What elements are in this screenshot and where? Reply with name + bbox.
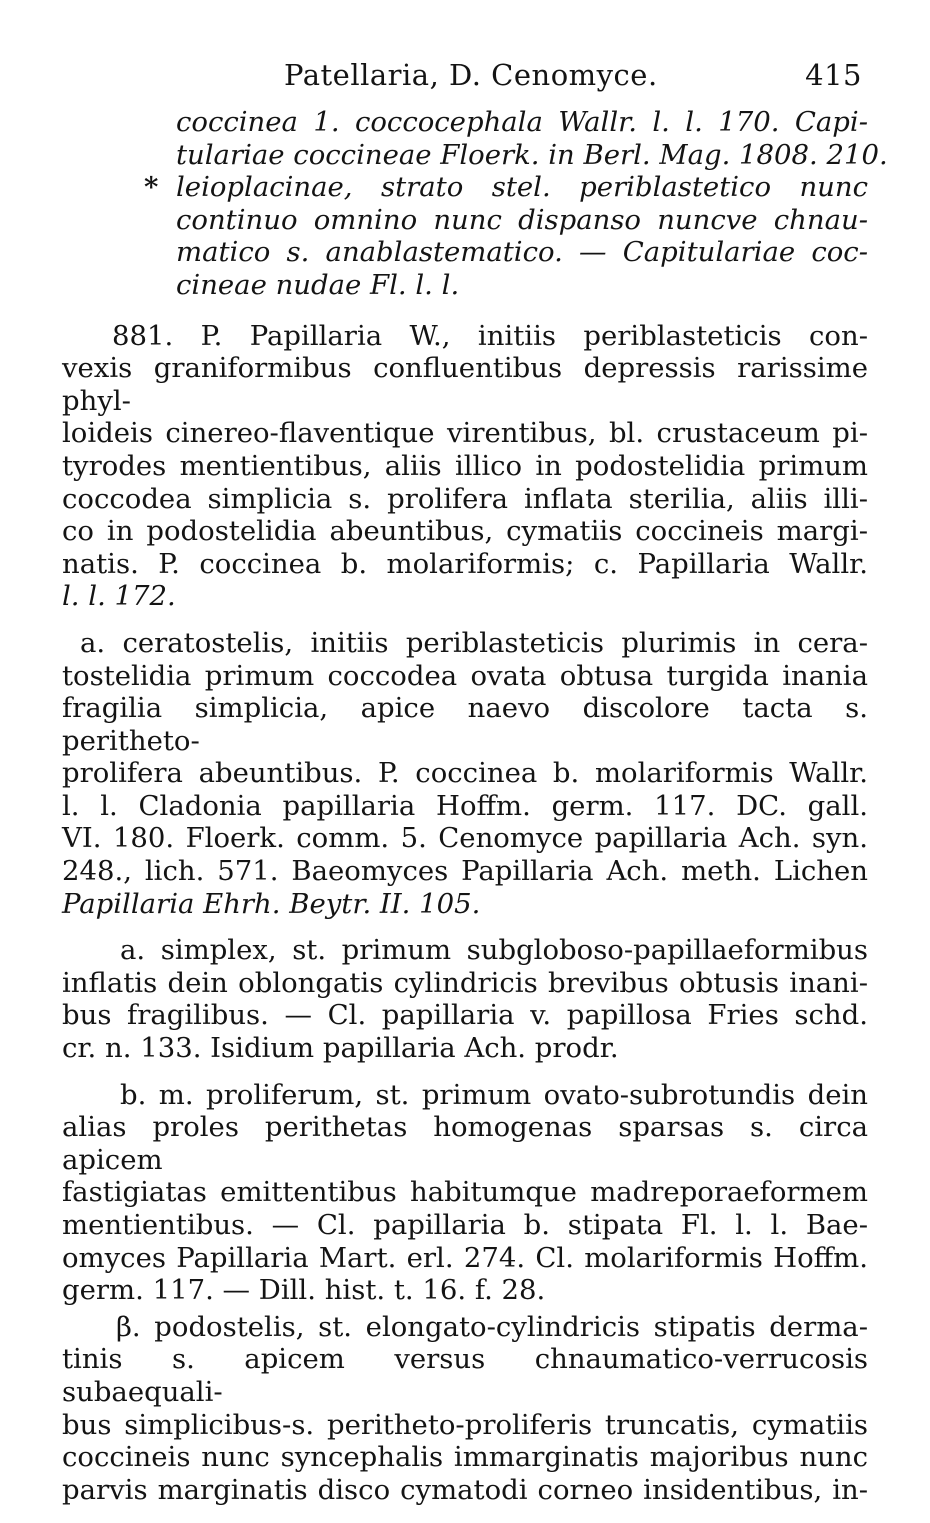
text-line: tostelidia primum coccodea ovata obtusa turgida inania	[62, 659, 868, 692]
paragraph-continuation	[62, 106, 888, 171]
paragraph-proliferum	[62, 1079, 868, 1307]
text-line: coccineis nunc syncephalis immarginatis majoribus nunc	[62, 1441, 868, 1474]
text-line: fragilia simplicia, apice naevo discolore tacta s. peritheto-	[62, 692, 868, 757]
text-line: leioplacinae, strato stel. periblastetico nunc	[176, 171, 868, 204]
text-line: 248., lich. 571. Baeomyces Papillaria Ach. meth. Lichen	[62, 855, 868, 888]
asterisk-mark: *	[144, 171, 159, 204]
text-line: a. ceratostelis, initiis periblasteticis plurimis in cera-	[80, 626, 868, 659]
text-line: co in podostelidia abeuntibus, cymatiis coccineis margi-	[62, 515, 868, 548]
paragraph-podostelis	[62, 1311, 868, 1507]
text-line: omyces Papillaria Mart. erl. 274. Cl. molariformis Hoffm.	[62, 1241, 868, 1274]
text-line: Papillaria Ehrh. Beytr. II. 105.	[62, 887, 481, 920]
text-line: 881. P. Papillaria W., initiis periblasteticis con-	[112, 319, 868, 352]
text-line: matico s. anablastematico. — Capitulariae coc-	[176, 236, 868, 269]
text-line: tinis s. apicem versus chnaumatico-verrucosis subaequali-	[62, 1343, 868, 1408]
text-line: l. l. Cladonia papillaria Hoffm. germ. 117. DC. gall.	[62, 789, 868, 822]
text-line: natis. P. coccinea b. molariformis; c. Papillaria Wallr.	[62, 547, 868, 580]
text-line: a. simplex, st. primum subgloboso-papillaeformibus	[120, 934, 868, 967]
paragraph-simplex	[62, 934, 868, 1064]
text-line: bus simplicibus-s. peritheto-proliferis truncatis, cymatiis	[62, 1408, 868, 1441]
text-line: tyrodes mentientibus, aliis illico in podostelidia primum	[62, 449, 868, 482]
text-line: continuo omnino nunc dispanso nuncve chnau-	[176, 203, 868, 236]
text-line: β. podostelis, st. elongato-cylindricis stipatis derma-	[116, 1310, 868, 1343]
text-line: alias proles perithetas homogenas sparsas s. circa apicem	[62, 1111, 868, 1176]
paragraph-leioplacinae	[62, 171, 868, 301]
text-line: bus fragilibus. — Cl. papillaria v. papillosa Fries schd.	[62, 999, 868, 1032]
text-line: prolifera abeuntibus. P. coccinea b. molariformis Wallr.	[62, 757, 868, 790]
text-line: fastigiatas emittentibus habitumque madreporaeformem	[62, 1176, 868, 1209]
text-line: germ. 117. — Dill. hist. t. 16. f. 28.	[62, 1274, 546, 1307]
text-line: vexis graniformibus confluentibus depressis rarissime phyl-	[62, 352, 868, 417]
paragraph-species-881	[62, 320, 868, 613]
text-line: coccinea 1. coccocephala Wallr. l. l. 170. Capi-	[176, 106, 868, 138]
text-line: inflatis dein oblongatis cylindricis brevibus obtusis inani-	[62, 966, 868, 999]
text-line: mentientibus. — Cl. papillaria b. stipata Fl. l. l. Bae-	[62, 1209, 868, 1241]
text-line: VI. 180. Floerk. comm. 5. Cenomyce papillaria Ach. syn.	[62, 822, 868, 855]
text-line: l. l. 172.	[62, 580, 176, 613]
text-line: cineae nudae Fl. l. l.	[176, 268, 460, 301]
running-head	[62, 58, 868, 106]
text-line: cr. n. 133. Isidium papillaria Ach. prodr.	[62, 1032, 619, 1065]
text-line: b. m. proliferum, st. primum ovato-subrotundis dein	[120, 1078, 868, 1111]
paragraph-ceratostelis	[62, 627, 868, 920]
page-number: 415	[805, 58, 862, 92]
text-line: tulariae coccineae Floerk. in Berl. Mag. 1808. 210.	[176, 138, 888, 171]
text-line: coccodea simplicia s. prolifera inflata sterilia, aliis illi-	[62, 482, 868, 515]
running-title: Patellaria, D. Cenomyce.	[284, 58, 658, 92]
text-line: loideis cinereo-flaventique virentibus, bl. crustaceum pi-	[62, 417, 868, 450]
text-line: parvis marginatis disco cymatodi corneo insidentibus, in-	[62, 1473, 868, 1506]
